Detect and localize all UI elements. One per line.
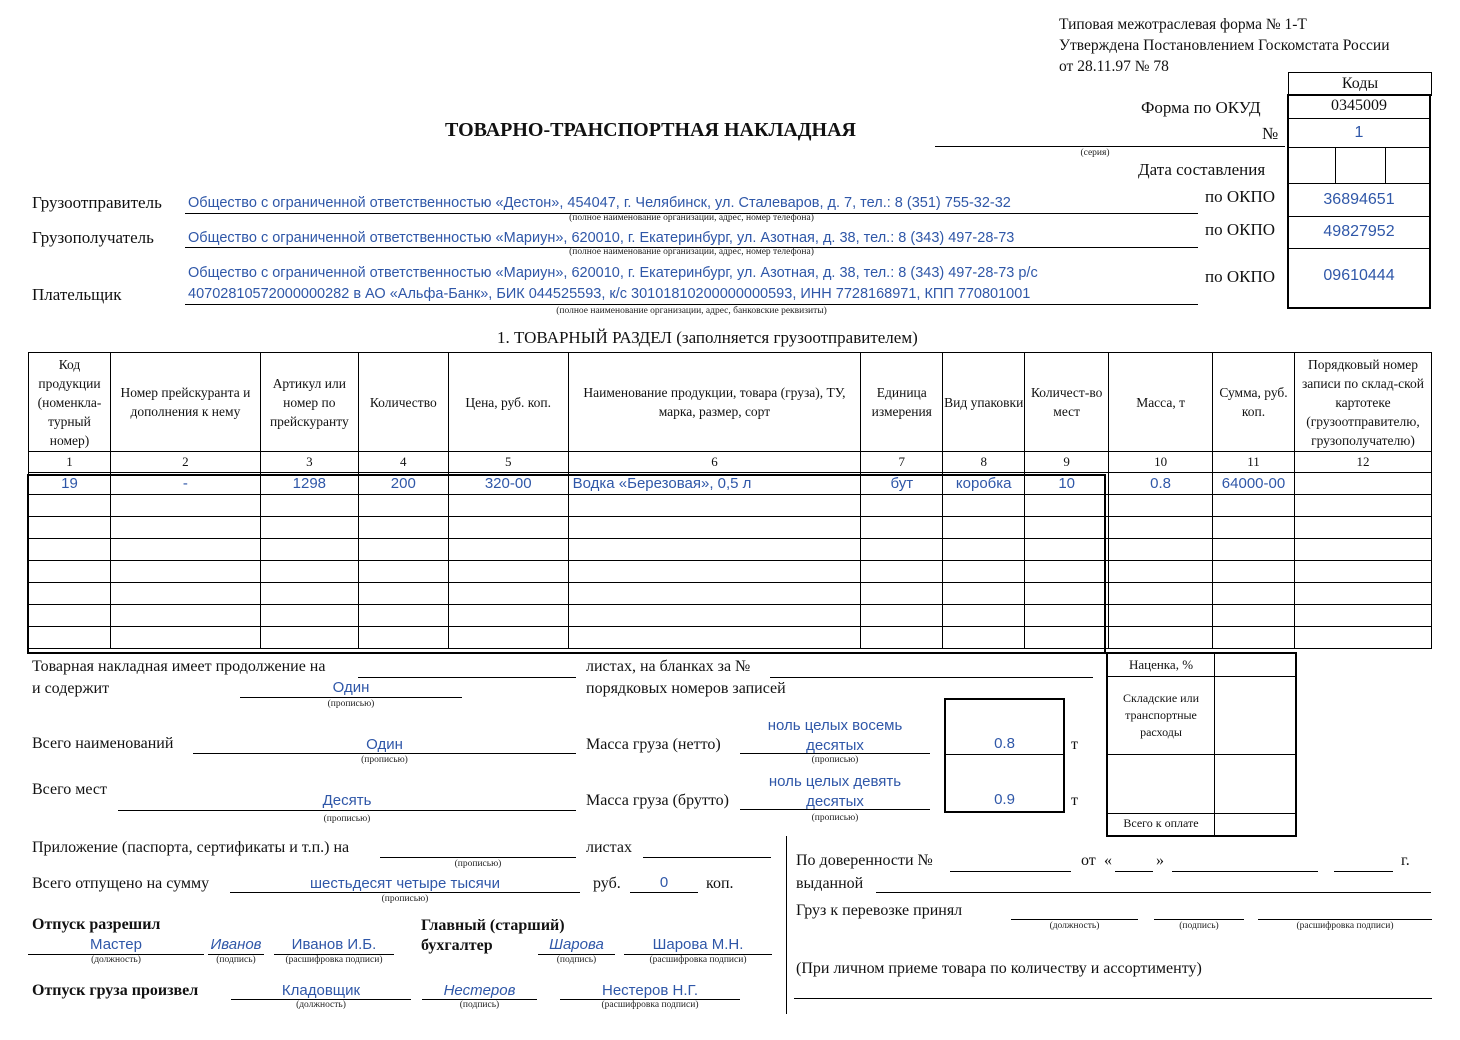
column-number: 1 <box>29 452 111 473</box>
mass-box-divider <box>946 754 1063 755</box>
accepted-label: Груз к перевозке принял <box>796 902 963 919</box>
series-caption: (серия) <box>1080 148 1110 158</box>
rub-label: руб. <box>593 875 621 892</box>
netto-label: Масса груза (нетто) <box>586 736 721 753</box>
chief-signature-caption: (подпись) <box>556 955 597 965</box>
total-places-label: Всего мест <box>32 781 107 798</box>
cargo-name-caption: (расшифровка подписи) <box>601 1000 699 1010</box>
total-places-line <box>118 810 576 811</box>
column-number: 6 <box>568 452 861 473</box>
okud-label: Форма по ОКУД <box>1141 98 1261 117</box>
okpo-label-payer: по ОКПО <box>1205 267 1276 286</box>
doc-number[interactable]: 1 <box>1289 119 1429 148</box>
table-cell[interactable] <box>1213 495 1295 517</box>
consignee-caption: (полное наименование организации, адрес, номер телефона) <box>569 247 814 257</box>
released-sum-line <box>230 892 580 893</box>
table-cell[interactable] <box>1294 605 1431 627</box>
chief-name[interactable]: Шарова М.Н. <box>652 936 744 953</box>
payer-value-line1[interactable]: Общество с ограниченной ответственностью «Мариун», 620010, г. Екатеринбург, ул. Азотная, д. 38, тел.: 8 (343) 497-28-73 р/с <box>188 265 1038 281</box>
quote-close: » <box>1156 852 1164 869</box>
cell-article[interactable]: 1298 <box>260 473 358 495</box>
chief-label-line1: Главный (старший) <box>421 917 565 934</box>
cargo-position[interactable]: Кладовщик <box>281 982 361 999</box>
table-cell[interactable] <box>1213 561 1295 583</box>
table-cell[interactable] <box>1109 627 1213 649</box>
brutto-caption: (прописью) <box>811 813 859 823</box>
table-cell[interactable] <box>1294 539 1431 561</box>
column-number: 11 <box>1213 452 1295 473</box>
date-label: Дата составления <box>1138 160 1266 179</box>
brutto-unit: т <box>1071 792 1078 809</box>
attachment-caption: (прописью) <box>454 859 502 869</box>
cargo-signature-caption: (подпись) <box>459 1000 500 1010</box>
section-title: 1. ТОВАРНЫЙ РАЗДЕЛ (заполняется грузоотправителем) <box>497 328 918 347</box>
column-number: 12 <box>1294 452 1431 473</box>
payer-label: Плательщик <box>32 285 122 304</box>
brutto-words-line2: десятых <box>806 793 864 810</box>
column-number: 8 <box>943 452 1025 473</box>
warehouse-label: Складские или транспортные расходы <box>1123 691 1199 739</box>
cell-packaging[interactable]: коробка <box>943 473 1025 495</box>
accepted-position-caption: (должность) <box>1049 921 1100 931</box>
table-cell[interactable] <box>1109 517 1213 539</box>
column-number: 3 <box>260 452 358 473</box>
chief-signature[interactable]: Шарова <box>549 936 604 953</box>
release-position[interactable]: Мастер <box>90 936 142 953</box>
proxy-year-line[interactable] <box>1334 871 1393 872</box>
cell-places[interactable]: 10 <box>1025 473 1109 495</box>
vertical-separator <box>786 836 787 1014</box>
kop-label: коп. <box>706 875 734 892</box>
accepted-signature-line[interactable] <box>1154 919 1244 920</box>
shipper-okpo-value[interactable]: 36894651 <box>1289 184 1429 217</box>
personal-receipt-line[interactable] <box>794 998 1432 999</box>
year-label: г. <box>1401 852 1410 869</box>
consignee-value[interactable]: Общество с ограниченной ответственностью «Мариун», 620010, г. Екатеринбург, ул. Азотная, д. 38, тел.: 8 (343) 497-28-73 <box>188 230 1015 246</box>
attachment-sheets-label: листах <box>586 839 632 856</box>
column-number: 4 <box>358 452 448 473</box>
table-cell[interactable] <box>1213 539 1295 561</box>
cell-unit[interactable]: бут <box>861 473 943 495</box>
netto-words-line1: ноль целых восемь <box>767 717 903 734</box>
table-cell[interactable] <box>1213 627 1295 649</box>
cell-price-list[interactable]: - <box>110 473 260 495</box>
proxy-day-line[interactable] <box>1115 871 1153 872</box>
table-cell[interactable] <box>1109 539 1213 561</box>
form-line-1: Типовая межотраслевая форма № 1-Т <box>1059 16 1307 33</box>
continuation-sheets-line[interactable] <box>358 677 576 678</box>
consignee-okpo-value[interactable]: 49827952 <box>1289 216 1429 249</box>
column-number: 7 <box>861 452 943 473</box>
brutto-words[interactable] <box>740 772 930 812</box>
codes-header: Коды <box>1288 72 1432 96</box>
cargo-released-label: Отпуск груза произвел <box>32 982 199 999</box>
cell-product-name[interactable]: Водка «Березовая», 0,5 л <box>568 473 861 495</box>
markup-label: Наценка, % <box>1128 657 1194 672</box>
column-header: Номер прейскуранта и дополнения к нему <box>110 353 260 452</box>
side-box-divider <box>1108 676 1295 677</box>
blank-numbers-line[interactable] <box>770 677 1093 678</box>
released-sum-caption: (прописью) <box>381 894 429 904</box>
issued-line[interactable] <box>876 892 1431 893</box>
continuation-label: Товарная накладная имеет продолжение на <box>32 658 326 675</box>
release-name[interactable]: Иванов И.Б. <box>291 936 377 953</box>
cell-sum[interactable]: 64000-00 <box>1213 473 1295 495</box>
column-header: Сумма, руб. коп. <box>1213 353 1295 452</box>
column-number-row <box>29 452 1432 473</box>
table-cell[interactable] <box>1294 495 1431 517</box>
netto-unit: т <box>1071 736 1078 753</box>
side-box <box>1106 652 1297 837</box>
kop-value[interactable]: 0 <box>659 874 669 891</box>
chief-label-line2: бухгалтер <box>421 937 493 954</box>
table-cell[interactable] <box>1109 561 1213 583</box>
accepted-position-line[interactable] <box>1011 919 1138 920</box>
table-header-row <box>29 353 1432 452</box>
column-header: Код продукции (номенкла-турный номер) <box>29 353 111 452</box>
column-header: Артикул или номер по прейскуранту <box>260 353 358 452</box>
proxy-label: По доверенности № <box>796 852 933 869</box>
records-label: порядковых номеров записей <box>586 680 786 697</box>
quote-open: « <box>1104 852 1112 869</box>
table-cell[interactable] <box>1109 495 1213 517</box>
series-line[interactable] <box>935 146 1285 147</box>
netto-words[interactable] <box>740 716 930 756</box>
form-line-2: Утверждена Постановлением Госкомстата России <box>1059 37 1390 54</box>
okud-code: 0345009 <box>1289 94 1429 119</box>
shipper-value[interactable]: Общество с ограниченной ответственностью «Дестон», 454047, г. Челябинск, ул. Сталеваров, д. 7, тел.: 8 (351) 755-32-32 <box>188 195 1011 211</box>
attachment-line[interactable] <box>380 857 576 858</box>
attachment-label: Приложение (паспорта, сертификаты и т.п.) на <box>32 839 350 856</box>
side-box-vdivider <box>1214 654 1215 835</box>
total-names-line <box>193 753 576 754</box>
accepted-name-caption: (расшифровка подписи) <box>1296 921 1394 931</box>
form-line-3: от 28.11.97 № 78 <box>1059 58 1169 75</box>
shipper-caption: (полное наименование организации, адрес, номер телефона) <box>569 213 814 223</box>
attachment-sheets-line[interactable] <box>643 857 771 858</box>
release-position-caption: (должность) <box>91 955 141 965</box>
proxy-month-line[interactable] <box>1172 871 1318 872</box>
netto-line <box>740 753 930 754</box>
brutto-label: Масса груза (брутто) <box>586 792 729 809</box>
table-cell[interactable] <box>1109 583 1213 605</box>
form-reference <box>1059 14 1390 77</box>
column-number: 5 <box>448 452 568 473</box>
okpo-label-shipper: по ОКПО <box>1205 187 1276 206</box>
number-label: № <box>1262 124 1279 143</box>
shipper-label: Грузоотправитель <box>32 193 162 212</box>
table-cell[interactable] <box>1109 605 1213 627</box>
okpo-label-consignee: по ОКПО <box>1205 220 1276 239</box>
sheets-label: листах, на бланках за № <box>586 658 751 675</box>
column-header: Вид упаковки <box>943 353 1025 452</box>
released-sum-value[interactable]: шестьдесят четыре тысячи <box>310 875 500 892</box>
cell-record-number[interactable] <box>1294 473 1431 495</box>
brutto-value[interactable]: 0.9 <box>994 791 1015 808</box>
total-names-label: Всего наименований <box>32 735 174 752</box>
brutto-words-line1: ноль целых девять <box>768 773 902 790</box>
accepted-signature-caption: (подпись) <box>1179 921 1219 931</box>
column-header: Количест-во мест <box>1025 353 1109 452</box>
column-header: Цена, руб. коп. <box>448 353 568 452</box>
table-cell[interactable] <box>1213 605 1295 627</box>
total-places-value[interactable]: Десять <box>322 792 372 809</box>
column-number: 9 <box>1025 452 1109 473</box>
table-cell[interactable] <box>1213 583 1295 605</box>
contains-label: и содержит <box>32 680 110 697</box>
contains-caption: (прописью) <box>327 699 375 709</box>
column-number: 2 <box>110 452 260 473</box>
date-divider <box>1335 147 1336 183</box>
date-divider <box>1385 147 1386 183</box>
total-names-value[interactable]: Один <box>366 736 403 753</box>
proxy-number-line[interactable] <box>950 871 1071 872</box>
table-cell[interactable] <box>1294 517 1431 539</box>
cell-product-code[interactable]: 19 <box>29 473 111 495</box>
payer-okpo-value[interactable]: 09610444 <box>1323 267 1395 284</box>
data-area-outline <box>27 474 1106 654</box>
released-sum-label: Всего отпущено на сумму <box>32 875 210 892</box>
chief-name-caption: (расшифровка подписи) <box>649 955 747 965</box>
proxy-from-label: от <box>1081 852 1096 869</box>
netto-words-line2: десятых <box>806 737 864 754</box>
contains-value[interactable]: Один <box>332 679 370 696</box>
column-header: Наименование продукции, товара (груза), ТУ, марка, размер, сорт <box>568 353 861 452</box>
table-cell[interactable] <box>1294 561 1431 583</box>
release-name-caption: (расшифровка подписи) <box>285 955 383 965</box>
contains-line <box>240 697 462 698</box>
total-places-caption: (прописью) <box>323 814 371 824</box>
issued-label: выданной <box>796 875 864 892</box>
date-cells[interactable] <box>1289 147 1429 184</box>
release-allowed-label: Отпуск разрешил <box>32 916 161 933</box>
cell-price[interactable]: 320-00 <box>448 473 568 495</box>
column-header: Порядковый номер записи по склад-ской картотеке (грузоотправителю, грузополучателю) <box>1294 353 1431 452</box>
netto-caption: (прописью) <box>811 755 859 765</box>
netto-value[interactable]: 0.8 <box>994 735 1015 752</box>
release-signature-caption: (подпись) <box>216 955 256 965</box>
payer-line <box>185 304 1198 305</box>
column-header: Единица измерения <box>861 353 943 452</box>
brutto-line <box>740 809 930 810</box>
total-pay-label: Всего к оплате <box>1123 816 1199 830</box>
table-cell[interactable] <box>1294 583 1431 605</box>
page-title: ТОВАРНО-ТРАНСПОРТНАЯ НАКЛАДНАЯ <box>445 119 856 141</box>
cell-mass[interactable]: 0.8 <box>1109 473 1213 495</box>
column-header: Масса, т <box>1109 353 1213 452</box>
consignee-label: Грузополучатель <box>32 228 154 247</box>
column-header: Количество <box>358 353 448 452</box>
cargo-name[interactable]: Нестеров Н.Г. <box>602 982 698 999</box>
accepted-name-line[interactable] <box>1258 919 1432 920</box>
payer-value-line2[interactable]: 40702810572000000282 в АО «Альфа-Банк», БИК 044525593, к/с 30101810200000000593, ИНН 7728168971, КПП 770801001 <box>188 286 1031 302</box>
side-box-divider <box>1108 754 1295 755</box>
payer-caption: (полное наименование организации, адрес, банковские реквизиты) <box>556 306 827 316</box>
cargo-position-caption: (должность) <box>296 1000 346 1010</box>
cell-quantity[interactable]: 200 <box>358 473 448 495</box>
kop-line <box>630 892 698 893</box>
table-cell[interactable] <box>1213 517 1295 539</box>
total-names-caption: (прописью) <box>361 755 408 765</box>
release-signature[interactable]: Иванов <box>210 936 262 953</box>
cargo-signature[interactable]: Нестеров <box>443 982 516 999</box>
column-number: 10 <box>1109 452 1213 473</box>
personal-receipt-label: (При личном приеме товара по количеству и ассортименту) <box>796 960 1202 977</box>
side-box-divider <box>1108 813 1295 814</box>
table-cell[interactable] <box>1294 627 1431 649</box>
